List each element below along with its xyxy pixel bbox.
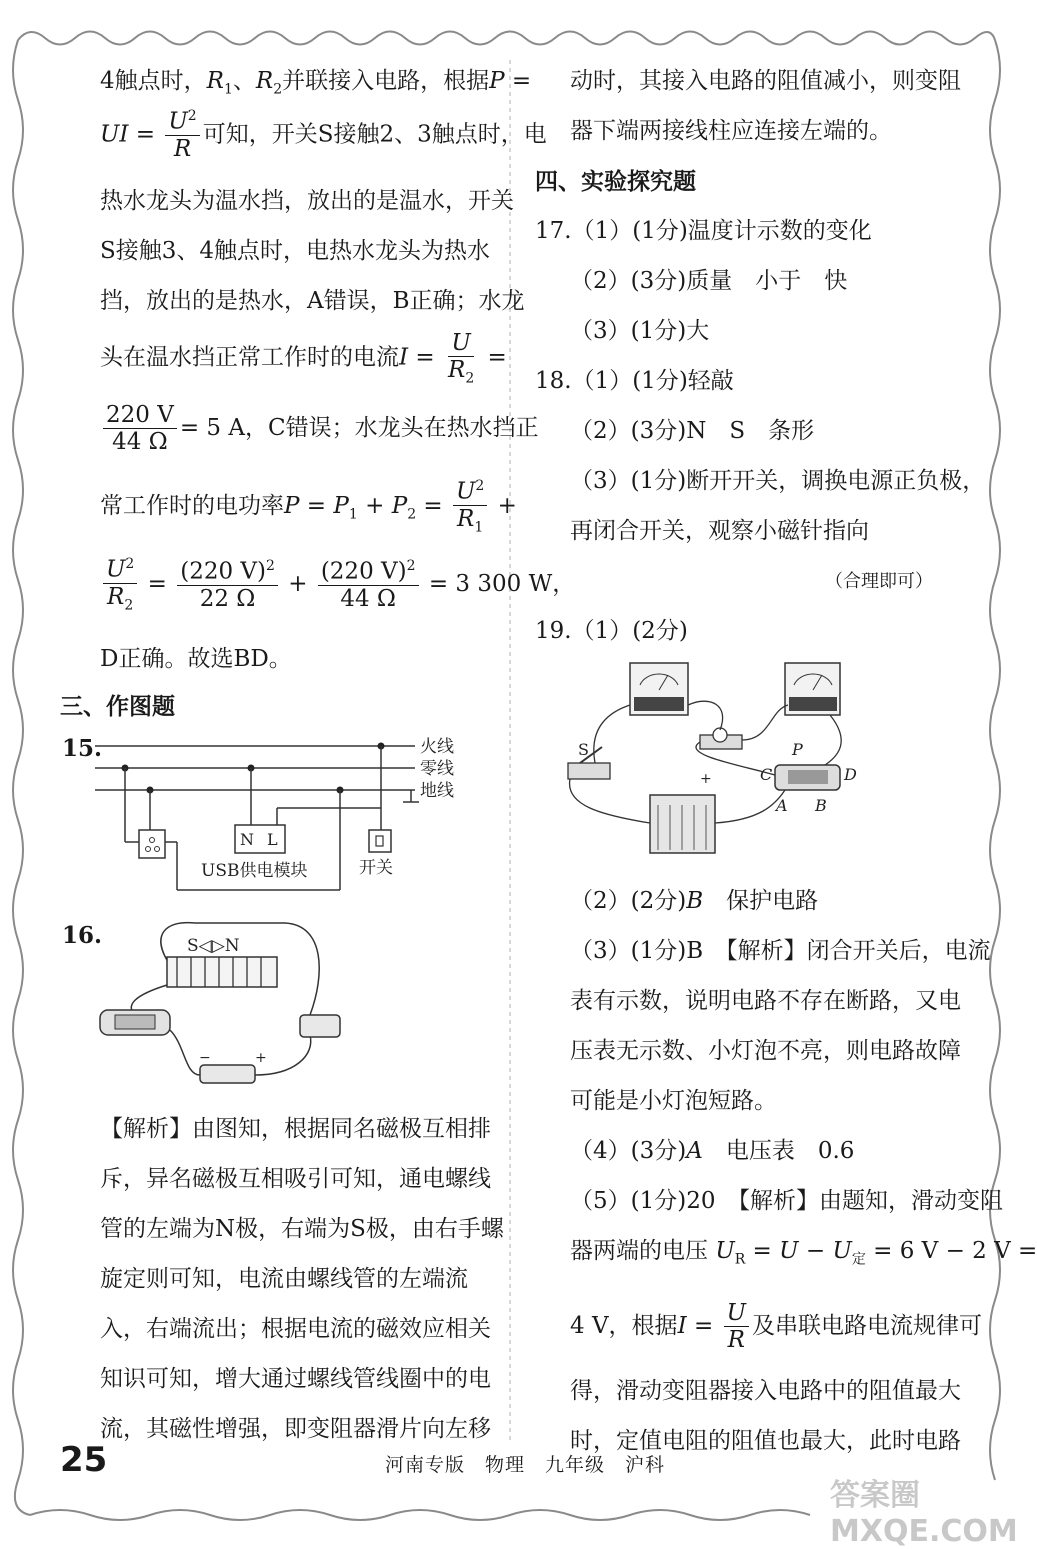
svg-text:+: + <box>255 1050 267 1066</box>
left-line-7: $\frac{220 V}{44 \Omega}$ = 5 A，C错误；水龙头在热水挡正 <box>100 402 539 456</box>
q15-wiring-diagram <box>95 730 475 900</box>
label-live: 火线 <box>420 737 454 757</box>
svg-text:C: C <box>760 765 773 784</box>
section-3-heading: 三、作图题 <box>60 693 175 720</box>
socket-box <box>139 830 165 858</box>
q17: 17.（1）(1分)温度计示数的变化 （2）(3分)质量 小于 快 （3）(1分)大 <box>535 218 872 344</box>
q15-number: 15. <box>62 735 103 762</box>
q16-analysis: 【解析】由图知，根据同名磁极互相排 斥，异名磁极互相吸引可知，通电螺线 管的左端为N极，右端为S极，由右手螺 旋定则可知，电流由螺线管的左端流 入，右端流出；根据电流的磁效应相关 知识可知，增大通过螺线管线圈中的电 流，其磁性增强，即变阻器滑片向左移 <box>100 1116 504 1442</box>
svg-text:A: A <box>776 796 788 815</box>
left-line-8: 常工作时的电功率$P = P_1 + P_2$ = $\frac{U^2}{R_1}$ + <box>100 478 517 536</box>
q19-answers: （2）(2分)B 保护电路 （3）(1分)B 【解析】闭合开关后，电流 表有示数，说明电路不存在断路，又电 压表无示数、小灯泡不亮，则电路故障 可能是小灯泡短路。 （4）(3分)A 电压表 0.6 （5）(1分)20 【解析】由题知，滑动变阻 器两端的电压 $U_R = U - U_定 = 6$ V − 2 V = 4 V，根据I = $\frac{U}{R}$ 及串联电路电流规律可 得，滑动变阻器接入电路中的阻值最大 时，定值电阻的阻值也最大，此时电路 <box>570 888 1037 1454</box>
svg-text:B: B <box>815 796 827 815</box>
left-line-4: S接触3、4触点时，电热水龙头为热水 <box>100 238 491 264</box>
section-4-heading: 四、实验探究题 <box>535 168 696 195</box>
label-switch: 开关 <box>359 858 393 878</box>
left-line-3: 热水龙头为温水挡，放出的是温水，开关 <box>100 188 514 214</box>
svg-text:S: S <box>578 740 589 759</box>
right-column-top: 动时，其接入电路的阻值减小，则变阻 器下端两接线柱应连接左端的。 <box>570 68 961 144</box>
page-number: 25 <box>60 1440 108 1480</box>
switch <box>568 763 610 779</box>
q19-header: 19.（1）(2分) <box>535 618 688 644</box>
q18: 18.（1）(1分)轻敲 （2）(3分)N S 条形 （3）(1分)断开开关，调换电源正负极， 再闭合开关，观察小磁针指向 （合理即可） <box>535 368 986 592</box>
q16-number: 16. <box>62 922 103 949</box>
magnet-label: S◁▷N <box>187 936 240 956</box>
label-ground: 地线 <box>420 781 454 801</box>
watermark: 答案圈 MXQE.COM <box>830 1478 1018 1549</box>
svg-text:−: − <box>199 1050 211 1066</box>
left-line-1: 4触点时，$R_1$、$R_2$并联接入电路，根据P = <box>100 68 532 98</box>
left-line-2: UI = $\frac{U^2}{R}$ 可知，开关S接触2、3触点时，电 <box>100 108 547 163</box>
svg-text:+: + <box>700 771 712 787</box>
svg-text:P: P <box>792 740 803 759</box>
q16-solenoid-diagram <box>95 915 355 1095</box>
battery <box>200 1065 255 1083</box>
left-line-9: $\frac{U^2}{R_2}$ = $\frac{(220 V)^2}{22 \Omega}$ + $\frac{(220 V)^2}{44 \Omega}$ = 3 300 W， <box>100 556 575 614</box>
switch <box>300 1015 340 1037</box>
label-neutral: 零线 <box>420 759 454 779</box>
q19-circuit-diagram <box>560 655 860 860</box>
label-usb-module: USB供电模块 <box>201 861 308 881</box>
left-line-10: D正确。故选BD。 <box>100 646 292 672</box>
footer-info: 河南专版 物理 九年级 沪科 <box>385 1454 666 1476</box>
left-line-5: 挡，放出的是热水，A错误，B正确；水龙 <box>100 288 525 314</box>
svg-text:N: N <box>240 830 254 849</box>
switch-box <box>369 830 391 852</box>
svg-text:L: L <box>267 830 278 849</box>
svg-text:D: D <box>844 765 857 784</box>
left-line-6: 头在温水挡正常工作时的电流I = $\frac{U}{R_2}$ = <box>100 330 507 388</box>
